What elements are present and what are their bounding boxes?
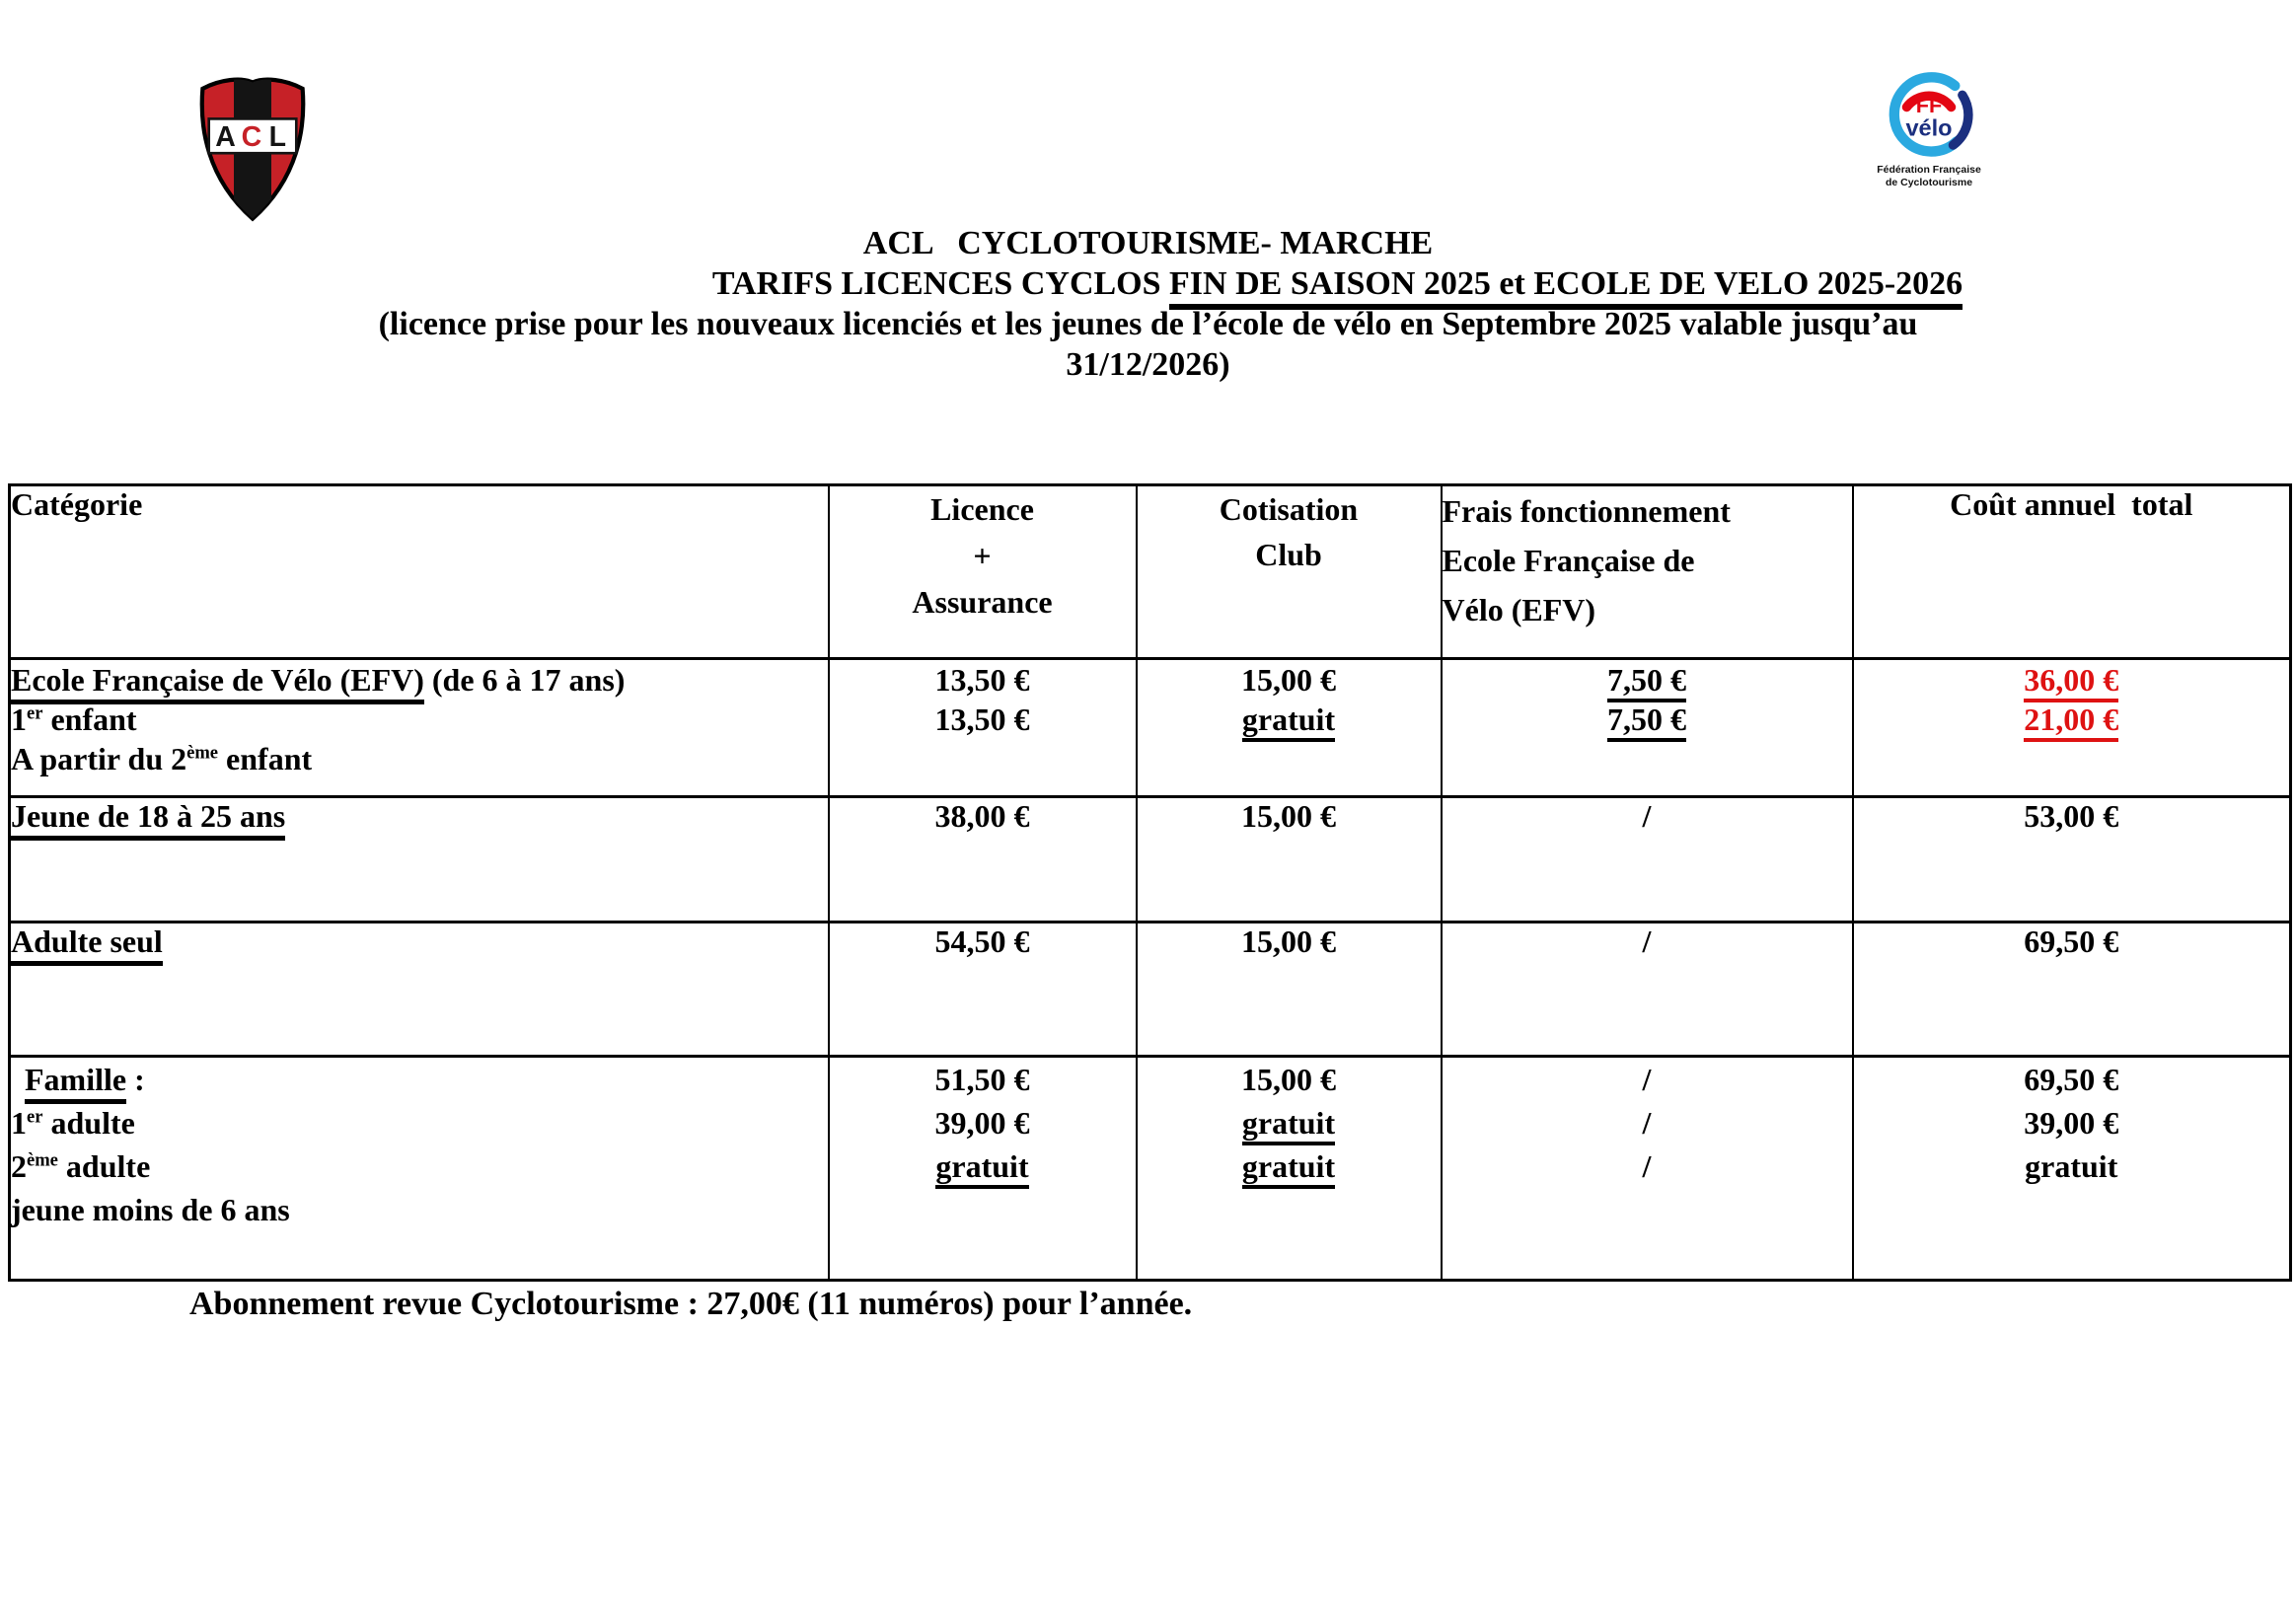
efv-cotisation-cell — [1137, 659, 1442, 797]
table-row-famille — [10, 1057, 2291, 1281]
famille-cotisation-2: gratuit — [1138, 1101, 1441, 1144]
famille-line1-rest: adulte — [42, 1105, 135, 1141]
famille-licence-cell — [829, 1057, 1137, 1281]
acl-letter-c: C — [241, 120, 262, 153]
ffvelo-icon — [1883, 69, 1975, 162]
acl-letter-a: A — [215, 120, 236, 153]
efv-category-cell — [10, 659, 829, 797]
subtitle-line2: 31/12/2026) — [1066, 346, 1230, 383]
famille-category-cell — [10, 1057, 829, 1281]
jeune-category-cell — [10, 797, 829, 923]
title-line2-underlined: FIN DE SAISON 2025 et ECOLE DE VELO 2025-2026 — [1169, 265, 1963, 310]
efv-cout-2: 21,00 € — [1854, 700, 2290, 739]
table-row-efv — [10, 659, 2291, 797]
famille-title — [11, 1058, 828, 1101]
header-cotisation-line2: Club — [1255, 537, 1322, 572]
ffvelo-caption-line2: de Cyclotourisme — [1885, 177, 1973, 188]
efv-licence-cell — [829, 659, 1137, 797]
famille-frais-2: / — [1642, 1105, 1652, 1141]
header-cout-annuel — [1853, 485, 2291, 659]
title-line1-text: ACL CYCLOTOURISME- MARCHE — [862, 225, 1434, 261]
efv-cotisation-1: 15,00 € — [1241, 662, 1336, 698]
efv-licence-1: 13,50 € — [934, 662, 1030, 698]
famille-licence-1: 51,50 € — [934, 1062, 1030, 1097]
header-frais-line3: Vélo (EFV) — [1442, 592, 1596, 627]
abonnement-note: Abonnement revue Cyclotourisme : 27,00€ (11 numéros) pour l’année. — [189, 1286, 1193, 1322]
table-row-adulte — [10, 923, 2291, 1057]
famille-cotisation-3: gratuit — [1138, 1144, 1441, 1188]
famille-title-underlined: Famille — [25, 1062, 126, 1104]
efv-line2-rest: enfant — [218, 741, 313, 776]
adulte-frais-cell: / — [1442, 923, 1853, 1057]
document-titles — [0, 223, 2296, 385]
acl-letter-l: L — [268, 120, 287, 153]
header-categorie — [10, 485, 829, 659]
jeune-licence-cell: 38,00 € — [829, 797, 1137, 923]
famille-line3: jeune moins de 6 ans — [11, 1192, 290, 1227]
efv-line2-pre: A partir du 2 — [11, 741, 187, 776]
table-row-jeune — [10, 797, 2291, 923]
efv-cotisation-2: gratuit — [1138, 700, 1441, 739]
title-line2 — [0, 263, 2296, 304]
efv-frais-1: 7,50 € — [1443, 660, 1852, 700]
title-line2-prefix: TARIFS LICENCES CYCLOS — [711, 265, 1170, 302]
famille-title-rest: : — [126, 1062, 145, 1097]
famille-cout-1: 69,50 € — [2024, 1062, 2119, 1097]
efv-frais-cell — [1442, 659, 1853, 797]
famille-licence-3: gratuit — [830, 1144, 1136, 1188]
header-licence-line2: + — [973, 538, 992, 573]
famille-line1-sup: er — [27, 1106, 43, 1128]
famille-cotisation-cell — [1137, 1057, 1442, 1281]
famille-cout-2: 39,00 € — [2024, 1105, 2119, 1141]
efv-line1-rest: enfant — [42, 701, 137, 737]
adulte-category-cell — [10, 923, 829, 1057]
efv-line2 — [11, 739, 828, 778]
acl-club-logo — [195, 75, 310, 223]
famille-line2-rest: adulte — [57, 1148, 151, 1184]
efv-line1-sup: er — [27, 702, 43, 724]
jeune-cotisation-cell: 15,00 € — [1137, 797, 1442, 923]
efv-licence-2: 13,50 € — [934, 701, 1030, 737]
famille-frais-cell — [1442, 1057, 1853, 1281]
efv-cout-1: 36,00 € — [1854, 660, 2290, 700]
famille-cotisation-1: 15,00 € — [1241, 1062, 1336, 1097]
efv-frais-2: 7,50 € — [1443, 700, 1852, 739]
header-cout-label: Coût annuel total — [1950, 486, 2193, 522]
famille-line1 — [11, 1101, 828, 1144]
famille-licence-2: 39,00 € — [934, 1105, 1030, 1141]
famille-line2-sup: ème — [27, 1149, 58, 1171]
header-frais-line1: Frais fonctionnement — [1442, 493, 1731, 529]
adulte-category-label: Adulte seul — [11, 923, 163, 966]
jeune-cout-cell: 53,00 € — [1853, 797, 2291, 923]
ffvelo-velo-text: vélo — [1905, 114, 1953, 141]
tarifs-table — [8, 483, 2292, 1282]
jeune-frais-cell: / — [1442, 797, 1853, 923]
adulte-cotisation-cell: 15,00 € — [1137, 923, 1442, 1057]
famille-line2 — [11, 1144, 828, 1188]
famille-cout-cell — [1853, 1057, 2291, 1281]
efv-line1 — [11, 700, 828, 739]
adulte-licence-cell: 54,50 € — [829, 923, 1137, 1057]
famille-cout-3: gratuit — [2025, 1148, 2118, 1184]
efv-line1-num: 1 — [11, 701, 27, 737]
header-cotisation-line1: Cotisation — [1219, 491, 1359, 527]
efv-cout-cell — [1853, 659, 2291, 797]
header-licence-line1: Licence — [930, 491, 1034, 527]
ffvelo-ff-text: FF — [1915, 93, 1943, 118]
adulte-cout-cell: 69,50 € — [1853, 923, 2291, 1057]
header-frais-fonctionnement — [1442, 485, 1853, 659]
ffvelo-caption-line1: Fédération Française — [1877, 164, 1981, 176]
acl-shield-icon — [195, 75, 310, 223]
famille-line1-num: 1 — [11, 1105, 27, 1141]
famille-line2-num: 2 — [11, 1148, 27, 1184]
header-licence-assurance — [829, 485, 1137, 659]
efv-line2-sup: ème — [186, 742, 219, 764]
famille-frais-3: / — [1642, 1148, 1652, 1184]
title-line1 — [0, 223, 2296, 263]
efv-title-underlined: Ecole Française de Vélo (EFV) — [11, 662, 424, 704]
header-cotisation-club — [1137, 485, 1442, 659]
ffvelo-federation-logo — [1868, 69, 1990, 189]
famille-frais-1: / — [1642, 1062, 1652, 1097]
header-frais-line2: Ecole Française de — [1442, 543, 1695, 578]
jeune-category-label: Jeune de 18 à 25 ans — [11, 798, 285, 841]
efv-title-rest: (de 6 à 17 ans) — [423, 662, 626, 698]
table-header-row — [10, 485, 2291, 659]
header-categorie-label: Catégorie — [11, 486, 143, 522]
efv-title — [11, 660, 828, 700]
subtitle-line1: (licence prise pour les nouveaux licenciés et les jeunes de l’école de vélo en Septembre 2025 valable jusqu’au — [378, 306, 1918, 342]
header-licence-line3: Assurance — [912, 584, 1053, 620]
